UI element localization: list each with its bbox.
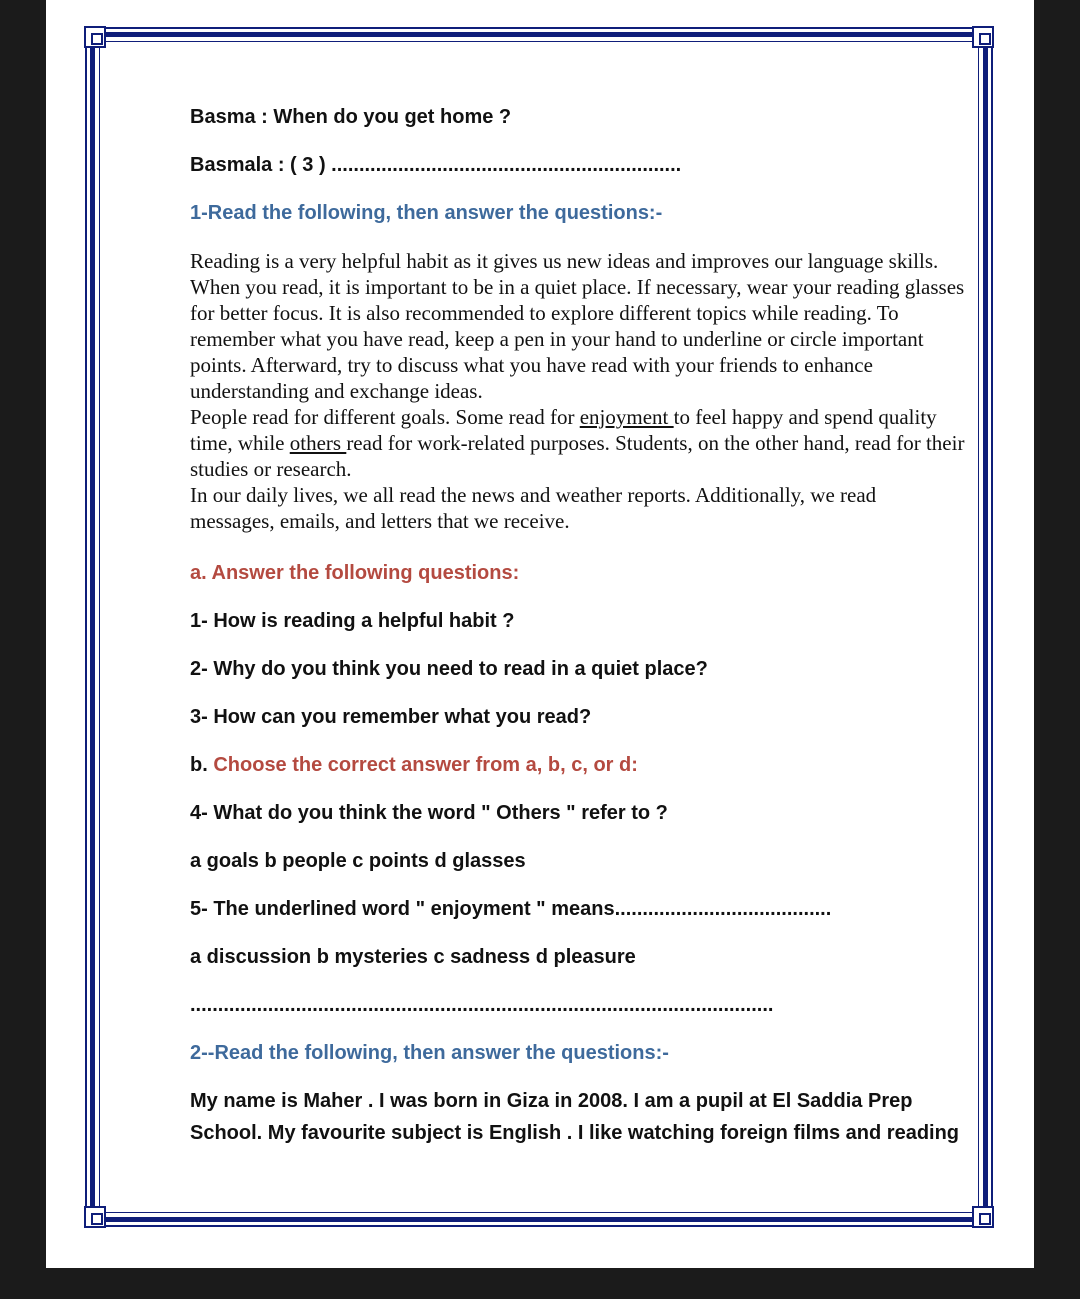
passage-paragraph-4: In our daily lives, we all read the news and weather reports. Additionally, we read messages, emails, and letters that we receive. <box>190 483 877 533</box>
section2-heading: 2--Read the following, then answer the questions:- <box>190 1042 669 1064</box>
passage-paragraph-2: When you read, it is important to be in a quiet place. If necessary, wear your reading glasses for better focus. It is also recommended to explore different topics while reading. To remember what you have read, keep a pen in your hand to underline or circle important points. Afterward, try to discuss what you have read with your friends to enhance understanding and exchange ideas. <box>190 275 965 403</box>
part-b-heading <box>190 754 638 777</box>
question-2: 2- Why do you think you need to read in a quiet place? <box>190 658 708 680</box>
section2-text-line-2: School. My favourite subject is English . I like watching foreign films and reading <box>190 1122 960 1144</box>
underlined-word-enjoyment: enjoyment <box>579 405 674 429</box>
part-b-prefix: b. <box>190 754 214 776</box>
border-corner-ornament <box>972 1206 994 1228</box>
question-5-options: a discussion b mysteries c sadness d pleasure <box>190 946 636 968</box>
reading-passage <box>190 248 965 534</box>
passage-paragraph-1: Reading is a very helpful habit as it gives us new ideas and improves our language skills. <box>190 249 939 273</box>
passage-text: read for work-related purposes. Students, on the other hand, read for their studies or research. <box>190 431 965 481</box>
part-a-heading: a. Answer the following questions: <box>190 562 520 584</box>
question-5: 5- The underlined word " enjoyment " means....................................... <box>190 898 832 920</box>
passage-paragraph-3 <box>190 404 965 482</box>
border-corner-ornament <box>84 1206 106 1228</box>
dialog-line-basma: Basma : When do you get home ? <box>190 106 512 128</box>
question-3: 3- How can you remember what you read? <box>190 706 592 728</box>
border-corner-ornament <box>84 26 106 48</box>
border-corner-ornament <box>972 26 994 48</box>
part-b-title: Choose the correct answer from a, b, c, or d: <box>213 754 638 776</box>
underlined-word-others: others <box>289 431 347 455</box>
passage-text: People read for different goals. Some read for <box>190 405 580 429</box>
passage-text: to feel happy and spend quality time, while <box>190 405 937 455</box>
question-1: 1- How is reading a helpful habit ? <box>190 610 515 632</box>
question-4-options: a goals b people c points d glasses <box>190 850 526 872</box>
section1-heading: 1-Read the following, then answer the questions:- <box>190 202 663 224</box>
dotted-separator: ......................................................................................................... <box>190 994 774 1016</box>
section2-text-line-1: My name is Maher . I was born in Giza in 2008. I am a pupil at El Saddia Prep <box>190 1090 913 1112</box>
dialog-line-basmala: Basmala : ( 3 ) ............................................................... <box>190 154 682 176</box>
question-4: 4- What do you think the word " Others " refer to ? <box>190 802 668 824</box>
